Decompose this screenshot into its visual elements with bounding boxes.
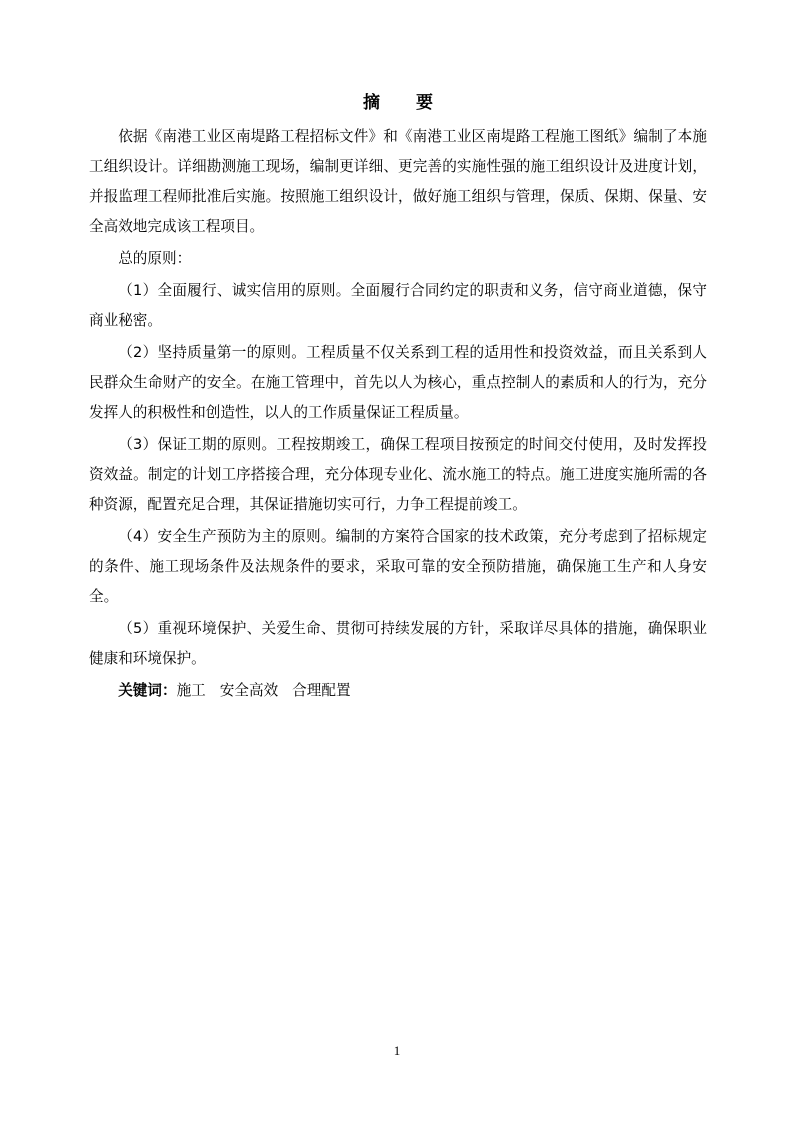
paragraph-principle-4: （4）安全生产预防为主的原则。编制的方案符合国家的技术政策，充分考虑到了招标规定的条件、施工现场条件及法规条件的要求，采取可靠的安全预防措施，确保施工生产和人身安全。	[89, 528, 707, 605]
keywords-line	[89, 676, 707, 706]
keywords-label: 关键词：	[118, 682, 177, 699]
page-number: 1	[393, 1043, 401, 1058]
keyword: 施工	[176, 682, 206, 699]
paragraph-principle-2: （2）坚持质量第一的原则。工程质量不仅关系到工程的适用性和投资效益，而且关系到人民群众生命财产的安全。在施工管理中，首先以人为核心，重点控制人的素质和人的行为，充分发挥人的积极性和创造性，以人的工作质量保证工程质量。	[89, 344, 707, 421]
page-title	[89, 90, 707, 116]
paragraph-principle-1: （1）全面履行、诚实信用的原则。全面履行合同约定的职责和义务，信守商业道德，保守商业秘密。	[89, 282, 707, 329]
paragraph-intro: 依据《南港工业区南堤路工程招标文件》和《南港工业区南堤路工程施工图纸》编制了本施工组织设计。详细勘测施工现场，编制更详细、更完善的实施性强的施工组织设计及进度计划，并报监理工程师批准后实施。按照施工组织设计，做好施工组织与管理，保质、保期、保量、安全高效地完成该工程项目。	[89, 128, 707, 235]
paragraph-principle-5: （5）重视环境保护、关爱生命、贯彻可持续发展的方针，采取详尽具体的措施，确保职业健康和环境保护。	[89, 620, 707, 667]
paragraph-principles-heading: 总的原则：	[118, 250, 192, 267]
title-char: 要	[416, 93, 433, 113]
keyword: 合理配置	[292, 682, 351, 699]
paragraph-principle-3: （3）保证工期的原则。工程按期竣工，确保工程项目按预定的时间交付使用，及时发挥投资效益。制定的计划工序搭接合理，充分体现专业化、流水施工的特点。施工进度实施所需的各种资源，配置充足合理，其保证措施切实可行，力争工程提前竣工。	[89, 436, 707, 513]
abstract-section	[89, 90, 707, 706]
title-char: 摘	[363, 93, 380, 113]
keyword: 安全高效	[219, 682, 279, 699]
